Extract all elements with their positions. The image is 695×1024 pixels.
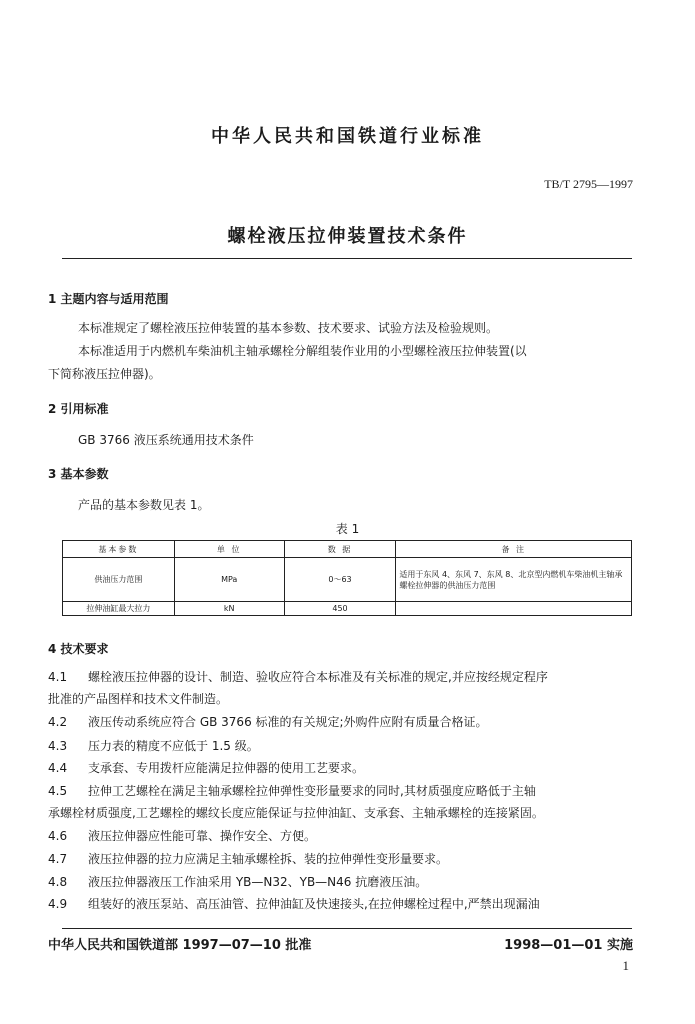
table-cell: 0～63 [284, 558, 396, 602]
section-3-heading: 3 基本参数 [48, 467, 109, 481]
section-4-heading: 4 技术要求 [48, 642, 109, 656]
clause-text: 组装好的液压泵站、高压油管、拉伸油缸及快速接头,在拉伸螺栓过程中,严禁出现漏油 [88, 897, 540, 911]
reference-standard: GB 3766 液压系统通用技术条件 [78, 433, 254, 447]
clause-text: 液压拉伸器应性能可靠、操作安全、方便。 [88, 829, 317, 843]
table-cell: 供油压力范围 [63, 558, 175, 602]
clause-4-5 [48, 783, 638, 799]
document-title: 螺栓液压拉伸装置技术条件 [227, 226, 468, 247]
table-cell: kN [174, 602, 284, 616]
clause-text: 液压拉伸器液压工作油采用 YB—N32、YB—N46 抗磨液压油。 [88, 875, 428, 889]
table-header-cell: 单 位 [174, 541, 284, 558]
approval-line: 中华人民共和国铁道部 1997—07—10 批准 [48, 938, 312, 953]
table-cell: 适用于东风 4、东风 7、东风 8、北京型内燃机车柴油机主轴承螺栓拉伸器的供油压力范围 [396, 558, 632, 602]
clause-number: 4.4 [48, 761, 68, 775]
table-cell: 450 [284, 602, 396, 616]
table-cell: MPa [174, 558, 284, 602]
clause-4-6 [48, 828, 638, 844]
table-header-cell: 基本参数 [63, 541, 175, 558]
page-number: 1 [622, 958, 629, 973]
clause-4-7 [48, 851, 638, 867]
section-3-paragraph: 产品的基本参数见表 1。 [78, 498, 210, 512]
implementation-date: 1998—01—01 实施 [504, 938, 633, 953]
table-row [63, 602, 632, 616]
clause-number: 4.3 [48, 739, 68, 753]
clause-number: 4.8 [48, 875, 68, 889]
clause-4-8 [48, 874, 638, 890]
clause-text: 液压拉伸器的拉力应满足主轴承螺栓拆、装的拉伸弹性变形量要求。 [88, 852, 449, 866]
standard-number: TB/T 2795—1997 [544, 177, 633, 191]
clause-4-3 [48, 738, 638, 754]
table-cell: 拉伸油缸最大拉力 [63, 602, 175, 616]
clause-number: 4.6 [48, 829, 68, 843]
clause-text: 支承套、专用拨杆应能满足拉伸器的使用工艺要求。 [88, 761, 365, 775]
table-header-row [63, 541, 632, 558]
section-1-paragraph-2-line-2: 下简称液压拉伸器)。 [48, 367, 161, 381]
section-1-paragraph-2-line-1: 本标准适用于内燃机车柴油机主轴承螺栓分解组装作业用的小型螺栓液压拉伸装置(以 [78, 344, 527, 358]
table-cell [396, 602, 632, 616]
clause-number: 4.5 [48, 784, 68, 798]
clause-text: 拉伸工艺螺栓在满足主轴承螺栓拉伸弹性变形量要求的同时,其材质强度应略低于主轴 [88, 784, 536, 798]
section-1-paragraph-1: 本标准规定了螺栓液压拉伸装置的基本参数、技术要求、试验方法及检验规则。 [78, 321, 499, 335]
clause-text: 压力表的精度不应低于 1.5 级。 [88, 739, 259, 753]
clause-4-1-continuation: 批准的产品图样和技术文件制造。 [48, 692, 229, 706]
clause-number: 4.1 [48, 670, 68, 684]
clause-4-4 [48, 760, 638, 776]
section-1-heading: 1 主题内容与适用范围 [48, 292, 169, 306]
table-header-cell: 数 据 [284, 541, 396, 558]
section-2-heading: 2 引用标准 [48, 402, 109, 416]
clause-4-5-continuation: 承螺栓材质强度,工艺螺栓的螺纹长度应能保证与拉伸油缸、支承套、主轴承螺栓的连接紧固。 [48, 806, 544, 820]
clause-4-1 [48, 669, 638, 685]
clause-text: 螺栓液压拉伸器的设计、制造、验收应符合本标准及有关标准的规定,并应按经规定程序 [88, 670, 548, 684]
table-row [63, 558, 632, 602]
clause-number: 4.7 [48, 852, 68, 866]
parameter-table [62, 540, 632, 616]
clause-text: 液压传动系统应符合 GB 3766 标准的有关规定;外购件应附有质量合格证。 [88, 715, 488, 729]
clause-4-2 [48, 714, 638, 730]
org-title: 中华人民共和国铁道行业标准 [211, 126, 484, 147]
clause-number: 4.2 [48, 715, 68, 729]
title-divider [62, 258, 632, 259]
table-header-cell: 备 注 [396, 541, 632, 558]
table-caption: 表 1 [335, 522, 360, 536]
clause-number: 4.9 [48, 897, 68, 911]
clause-4-9 [48, 896, 638, 912]
footer-divider [62, 928, 632, 929]
